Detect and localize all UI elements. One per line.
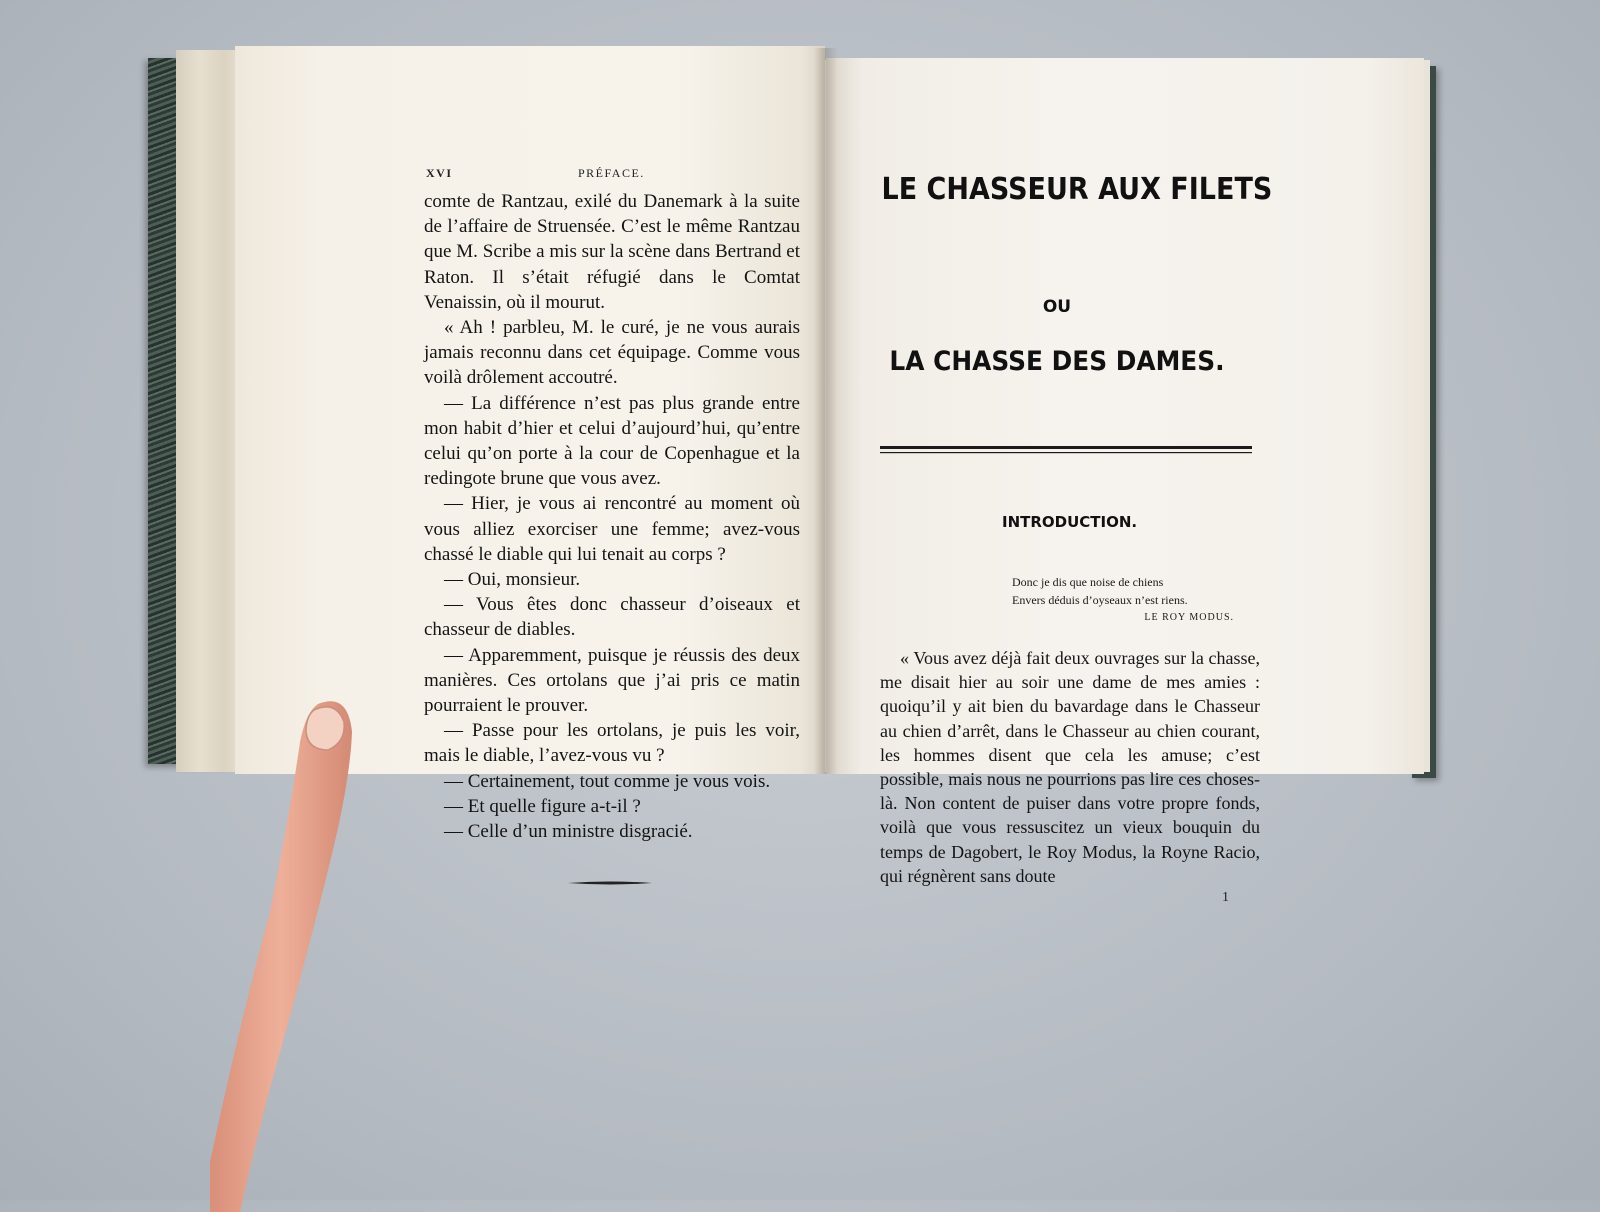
- book-title-ou: OU: [1042, 297, 1072, 317]
- section-heading: INTRODUCTION.: [1002, 513, 1138, 531]
- right-page-text: [880, 646, 1260, 888]
- paragraph: — Certainement, tout comme je vous vois.: [444, 770, 771, 792]
- left-folio: XVI: [426, 166, 453, 180]
- paragraph: — Celle d’un ministre disgracié.: [444, 821, 693, 843]
- end-ornament: [568, 880, 652, 886]
- paragraph: « Ah ! parbleu, M. le curé, je ne vous aurais jamais reconnu dans cet équipage. Comme vous voilà drôlement accoutré.: [424, 317, 800, 389]
- epigraph: [1012, 574, 1240, 627]
- paragraph: comte de Rantzau, exilé du Danemark à la suite de l’affaire de Struensée. C’est le même Rantzau que M. Scribe a mis sur la scène dans Bertrand et Raton. Il s’était réfugié dans le Comtat Venaissin, où il mourut.: [424, 191, 800, 313]
- epigraph-line: Envers déduis d’oyseaux n’est riens.: [1012, 592, 1188, 607]
- book-title-line1: LE CHASSEUR AUX FILETS: [881, 172, 1273, 207]
- paragraph: — La différence n’est pas plus grande entre mon habit d’hier et celui d’aujourd’hui, qu’entre celui qu’on porte à la cour de Copenhague et la redingote brune que vous avez.: [424, 392, 800, 490]
- right-folio: 1: [1222, 890, 1229, 905]
- paragraph: — Passe pour les ortolans, je puis les voir, mais le diable, l’avez-vous vu ?: [424, 720, 800, 767]
- epigraph-attribution: LE ROY MODUS.: [1144, 612, 1234, 623]
- book-title-line2: LA CHASSE DES DAMES.: [889, 346, 1225, 377]
- epigraph-line: Donc je dis que noise de chiens: [1012, 575, 1164, 589]
- paragraph: — Vous êtes donc chasseur d’oiseaux et chasseur de diables.: [424, 594, 800, 641]
- book-gutter: [814, 48, 838, 774]
- paragraph: — Apparemment, puisque je réussis des deux manières. Ces ortolans que j’ai pris ce matin pourraient le prouver.: [424, 644, 800, 717]
- double-rule: [880, 446, 1252, 454]
- paragraph: « Vous avez déjà fait deux ouvrages sur la chasse, me disait hier au soir une dame de mes amies : quoiqu’il y ait bien du bavardage dans le Chasseur au chien d’arrêt, dans le Chasseur au chien courant, les hommes disent que cela les amuse; c’est possible, mais nous ne pourrions pas lire ces choses-là. Non content de puiser dans votre propre fonds, voilà que vous ressuscitez un vieux bouquin du temps de Dagobert, le Roy Modus, la Royne Racio, qui régnèrent sans doute: [880, 648, 1260, 886]
- finger: [210, 692, 358, 1212]
- paragraph: — Et quelle figure a-t-il ?: [444, 795, 641, 817]
- left-page-text: [424, 189, 800, 844]
- running-title: PRÉFACE.: [578, 166, 645, 180]
- paragraph: — Hier, je vous ai rencontré au moment où vous alliez exorciser une femme; avez-vous chassé le diable qui lui tenait au corps ?: [424, 493, 800, 565]
- paragraph: — Oui, monsieur.: [444, 569, 581, 591]
